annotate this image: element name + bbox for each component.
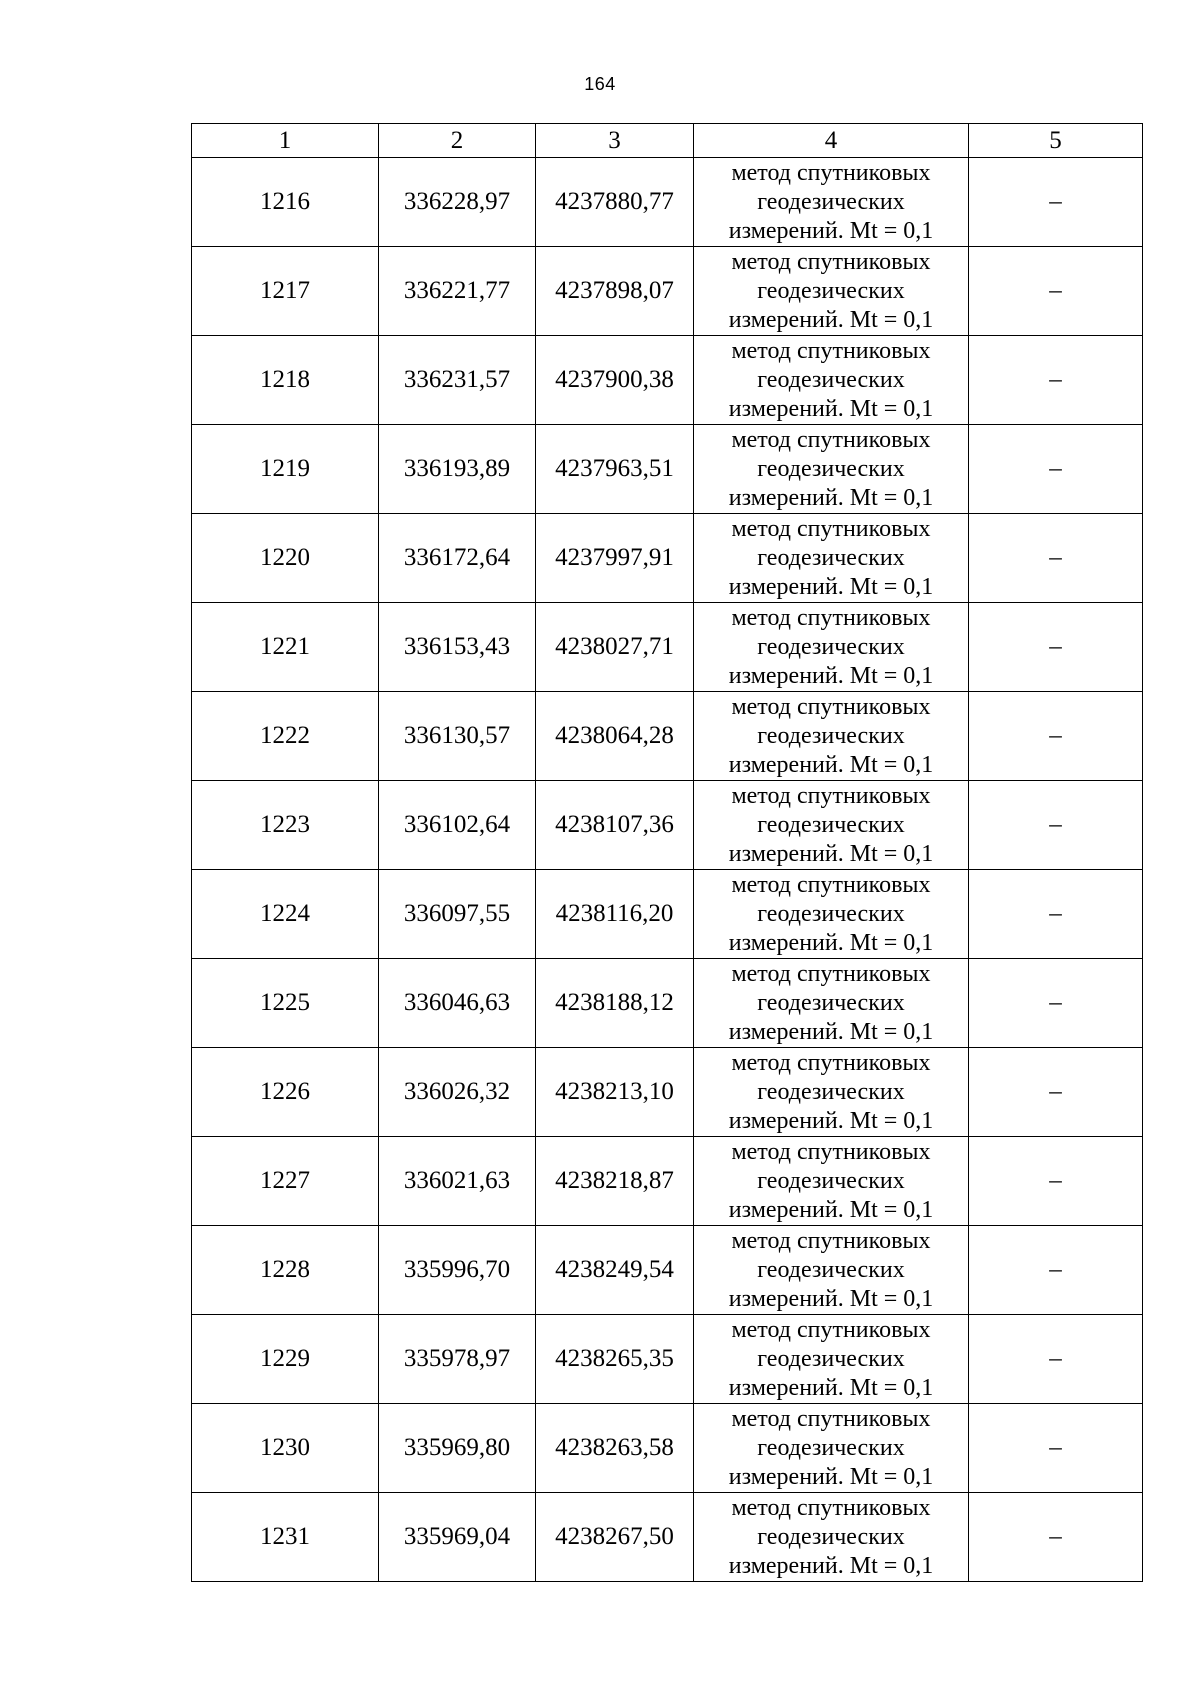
x-coordinate-cell: 336221,77 <box>379 247 536 336</box>
method-line: метод спутниковых <box>731 1405 931 1432</box>
method-line: измерений. Mt = 0,1 <box>728 1374 934 1401</box>
table-row <box>192 692 1143 781</box>
method-line: измерений. Mt = 0,1 <box>728 484 934 511</box>
table-row <box>192 1137 1143 1226</box>
point-number-cell: 1225 <box>192 959 379 1048</box>
method-cell <box>694 1137 969 1226</box>
x-coordinate-cell: 336153,43 <box>379 603 536 692</box>
note-cell: – <box>969 425 1143 514</box>
method-cell <box>694 1404 969 1493</box>
method-line: метод спутниковых <box>731 693 931 720</box>
method-line: метод спутниковых <box>731 248 931 275</box>
table-row <box>192 781 1143 870</box>
y-coordinate-cell: 4238064,28 <box>536 692 694 781</box>
method-line: геодезических <box>757 1523 905 1550</box>
table-row <box>192 1315 1143 1404</box>
y-coordinate-cell: 4237900,38 <box>536 336 694 425</box>
point-number-cell: 1226 <box>192 1048 379 1137</box>
page-number: 164 <box>584 74 616 94</box>
x-coordinate-cell: 336228,97 <box>379 158 536 247</box>
method-line: измерений. Mt = 0,1 <box>728 395 934 422</box>
note-cell: – <box>969 1315 1143 1404</box>
note-cell: – <box>969 781 1143 870</box>
method-cell <box>694 1315 969 1404</box>
note-cell: – <box>969 1137 1143 1226</box>
y-coordinate-cell: 4237997,91 <box>536 514 694 603</box>
method-line: метод спутниковых <box>731 1138 931 1165</box>
point-number-cell: 1230 <box>192 1404 379 1493</box>
table-body <box>192 158 1143 1582</box>
note-cell: – <box>969 603 1143 692</box>
point-number-cell: 1220 <box>192 514 379 603</box>
header-col-4: 4 <box>694 124 969 158</box>
note-cell: – <box>969 1493 1143 1582</box>
table-row <box>192 158 1143 247</box>
method-line: измерений. Mt = 0,1 <box>728 573 934 600</box>
point-number-cell: 1221 <box>192 603 379 692</box>
method-line: геодезических <box>757 811 905 838</box>
table-row <box>192 425 1143 514</box>
method-cell <box>694 870 969 959</box>
method-line: метод спутниковых <box>731 515 931 542</box>
table-row <box>192 603 1143 692</box>
x-coordinate-cell: 335996,70 <box>379 1226 536 1315</box>
method-line: измерений. Mt = 0,1 <box>728 217 934 244</box>
method-line: измерений. Mt = 0,1 <box>728 840 934 867</box>
point-number-cell: 1229 <box>192 1315 379 1404</box>
x-coordinate-cell: 336130,57 <box>379 692 536 781</box>
y-coordinate-cell: 4238267,50 <box>536 1493 694 1582</box>
note-cell: – <box>969 870 1143 959</box>
method-cell <box>694 158 969 247</box>
method-line: измерений. Mt = 0,1 <box>728 929 934 956</box>
x-coordinate-cell: 336172,64 <box>379 514 536 603</box>
method-line: метод спутниковых <box>731 426 931 453</box>
method-line: измерений. Mt = 0,1 <box>728 662 934 689</box>
method-cell <box>694 959 969 1048</box>
method-line: метод спутниковых <box>731 159 931 186</box>
method-line: геодезических <box>757 900 905 927</box>
method-line: геодезических <box>757 722 905 749</box>
method-line: геодезических <box>757 544 905 571</box>
y-coordinate-cell: 4237880,77 <box>536 158 694 247</box>
y-coordinate-cell: 4237898,07 <box>536 247 694 336</box>
point-number-cell: 1216 <box>192 158 379 247</box>
y-coordinate-cell: 4238265,35 <box>536 1315 694 1404</box>
method-line: измерений. Mt = 0,1 <box>728 1552 934 1579</box>
method-line: геодезических <box>757 1078 905 1105</box>
point-number-cell: 1227 <box>192 1137 379 1226</box>
point-number-cell: 1219 <box>192 425 379 514</box>
note-cell: – <box>969 514 1143 603</box>
header-col-5: 5 <box>969 124 1143 158</box>
x-coordinate-cell: 336102,64 <box>379 781 536 870</box>
method-line: метод спутниковых <box>731 1316 931 1343</box>
table-row <box>192 1493 1143 1582</box>
y-coordinate-cell: 4238249,54 <box>536 1226 694 1315</box>
method-line: метод спутниковых <box>731 604 931 631</box>
method-cell <box>694 1048 969 1137</box>
method-line: измерений. Mt = 0,1 <box>728 1196 934 1223</box>
note-cell: – <box>969 336 1143 425</box>
method-cell <box>694 425 969 514</box>
method-cell <box>694 247 969 336</box>
x-coordinate-cell: 336046,63 <box>379 959 536 1048</box>
method-line: метод спутниковых <box>731 1227 931 1254</box>
method-line: измерений. Mt = 0,1 <box>728 751 934 778</box>
x-coordinate-cell: 336231,57 <box>379 336 536 425</box>
y-coordinate-cell: 4238218,87 <box>536 1137 694 1226</box>
note-cell: – <box>969 1048 1143 1137</box>
method-line: геодезических <box>757 455 905 482</box>
method-line: геодезических <box>757 188 905 215</box>
note-cell: – <box>969 959 1143 1048</box>
point-number-cell: 1228 <box>192 1226 379 1315</box>
y-coordinate-cell: 4238263,58 <box>536 1404 694 1493</box>
note-cell: – <box>969 1226 1143 1315</box>
point-number-cell: 1222 <box>192 692 379 781</box>
method-line: метод спутниковых <box>731 337 931 364</box>
method-line: метод спутниковых <box>731 1049 931 1076</box>
method-line: метод спутниковых <box>731 782 931 809</box>
table-header-row <box>192 124 1143 158</box>
method-line: измерений. Mt = 0,1 <box>728 1107 934 1134</box>
point-number-cell: 1224 <box>192 870 379 959</box>
x-coordinate-cell: 336097,55 <box>379 870 536 959</box>
method-cell <box>694 336 969 425</box>
coordinates-table <box>191 123 1143 1582</box>
point-number-cell: 1217 <box>192 247 379 336</box>
method-cell <box>694 1226 969 1315</box>
y-coordinate-cell: 4238188,12 <box>536 959 694 1048</box>
x-coordinate-cell: 336021,63 <box>379 1137 536 1226</box>
method-line: измерений. Mt = 0,1 <box>728 1018 934 1045</box>
method-line: геодезических <box>757 1256 905 1283</box>
table-row <box>192 1404 1143 1493</box>
method-cell <box>694 781 969 870</box>
point-number-cell: 1231 <box>192 1493 379 1582</box>
y-coordinate-cell: 4238213,10 <box>536 1048 694 1137</box>
header-col-3: 3 <box>536 124 694 158</box>
x-coordinate-cell: 335969,04 <box>379 1493 536 1582</box>
method-line: геодезических <box>757 1345 905 1372</box>
method-line: метод спутниковых <box>731 1494 931 1521</box>
note-cell: – <box>969 692 1143 781</box>
method-cell <box>694 514 969 603</box>
method-cell <box>694 603 969 692</box>
header-col-1: 1 <box>192 124 379 158</box>
x-coordinate-cell: 335969,80 <box>379 1404 536 1493</box>
method-line: геодезических <box>757 633 905 660</box>
table-row <box>192 336 1143 425</box>
x-coordinate-cell: 336026,32 <box>379 1048 536 1137</box>
method-cell <box>694 692 969 781</box>
method-cell <box>694 1493 969 1582</box>
header-col-2: 2 <box>379 124 536 158</box>
note-cell: – <box>969 1404 1143 1493</box>
method-line: метод спутниковых <box>731 871 931 898</box>
point-number-cell: 1223 <box>192 781 379 870</box>
method-line: измерений. Mt = 0,1 <box>728 1463 934 1490</box>
method-line: метод спутниковых <box>731 960 931 987</box>
table-row <box>192 247 1143 336</box>
x-coordinate-cell: 335978,97 <box>379 1315 536 1404</box>
table-row <box>192 1048 1143 1137</box>
table-row <box>192 959 1143 1048</box>
table-row <box>192 514 1143 603</box>
method-line: геодезических <box>757 989 905 1016</box>
method-line: измерений. Mt = 0,1 <box>728 306 934 333</box>
method-line: геодезических <box>757 366 905 393</box>
y-coordinate-cell: 4238027,71 <box>536 603 694 692</box>
method-line: геодезических <box>757 1434 905 1461</box>
note-cell: – <box>969 247 1143 336</box>
method-line: геодезических <box>757 1167 905 1194</box>
method-line: геодезических <box>757 277 905 304</box>
point-number-cell: 1218 <box>192 336 379 425</box>
y-coordinate-cell: 4238107,36 <box>536 781 694 870</box>
y-coordinate-cell: 4237963,51 <box>536 425 694 514</box>
table-row <box>192 870 1143 959</box>
table-row <box>192 1226 1143 1315</box>
method-line: измерений. Mt = 0,1 <box>728 1285 934 1312</box>
x-coordinate-cell: 336193,89 <box>379 425 536 514</box>
y-coordinate-cell: 4238116,20 <box>536 870 694 959</box>
note-cell: – <box>969 158 1143 247</box>
